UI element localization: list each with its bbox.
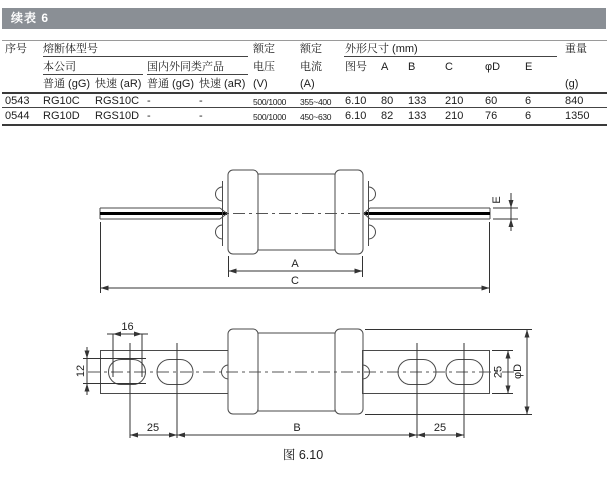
- dim-slot-width: [75, 347, 146, 395]
- col-header-rated-a: 额定: [300, 43, 322, 55]
- dim-label-16: 16: [121, 321, 134, 333]
- col-header-v-unit: (V): [253, 78, 268, 90]
- cell-gg1: RG10C: [43, 95, 80, 107]
- dim-A: [229, 256, 363, 277]
- section-title: 续表 6: [11, 11, 50, 25]
- cell-ar2: -: [199, 110, 203, 122]
- fuse-cap-right: [335, 170, 363, 254]
- cell-a: 82: [381, 110, 394, 122]
- cell-gg1: RG10D: [43, 110, 80, 122]
- col-header-ar1: 快速 (aR): [95, 78, 142, 90]
- cell-fig: 6.10: [345, 95, 367, 107]
- cell-current: 450~630: [300, 112, 332, 122]
- cell-b: 133: [408, 110, 427, 122]
- figure-caption: 图 6.10: [282, 448, 324, 462]
- col-header-a: A: [381, 61, 389, 73]
- cell-a: 80: [381, 95, 394, 107]
- dim-label-25-left: 25: [146, 422, 160, 434]
- dim-slot-length: [107, 321, 148, 377]
- dim-label-b: B: [293, 422, 301, 434]
- col-header-dims: 外形尺寸 (mm): [345, 43, 418, 55]
- cell-current: 355~400: [300, 97, 332, 107]
- cell-c: 210: [445, 110, 464, 122]
- col-header-e: E: [525, 61, 533, 73]
- cell-serial: 0543: [5, 95, 30, 107]
- col-header-fig-no: 图号: [345, 61, 367, 73]
- cell-ar2: -: [199, 95, 203, 107]
- col-header-similar: 国内外同类产品: [147, 61, 224, 73]
- col-header-company: 本公司: [43, 61, 76, 73]
- cell-e: 6: [525, 110, 532, 122]
- dim-E: [491, 193, 518, 231]
- cell-d: 76: [485, 110, 498, 122]
- cell-c: 210: [445, 95, 464, 107]
- dim-label-25-right: 25: [433, 422, 447, 434]
- cell-gg2: -: [147, 110, 151, 122]
- col-header-a-unit: (A): [300, 78, 315, 90]
- col-header-serial: 序号: [5, 43, 27, 55]
- cell-d: 60: [485, 95, 498, 107]
- col-header-b: B: [408, 61, 416, 73]
- col-header-gg1: 普通 (gG): [43, 78, 91, 90]
- col-header-phid: φD: [485, 61, 501, 73]
- col-header-weight: 重量: [565, 43, 587, 55]
- col-header-ar2: 快速 (aR): [199, 78, 246, 90]
- cell-weight: 840: [565, 95, 584, 107]
- fuse-tube: [258, 174, 335, 250]
- cell-voltage: 500/1000: [253, 112, 287, 122]
- cell-gg2: -: [147, 95, 151, 107]
- dim-label-e: E: [491, 196, 503, 204]
- fuse-cap-left: [228, 170, 258, 254]
- fuse-top-view: [75, 321, 532, 438]
- cell-serial: 0544: [5, 110, 30, 122]
- fuse-side-view: [100, 170, 518, 293]
- cell-ar1: RGS10C: [95, 95, 140, 107]
- cell-ar1: RGS10D: [95, 110, 140, 122]
- cell-b: 133: [408, 95, 427, 107]
- dim-label-a: A: [291, 258, 299, 270]
- dim-bottom-row: [130, 422, 464, 438]
- cell-fig: 6.10: [345, 110, 367, 122]
- col-header-g-unit: (g): [565, 78, 579, 90]
- dim-label-c: C: [291, 275, 299, 287]
- cell-e: 6: [525, 95, 532, 107]
- col-header-rated-v: 额定: [253, 43, 275, 55]
- col-header-gg2: 普通 (gG): [147, 78, 195, 90]
- col-header-voltage: 电压: [253, 61, 275, 73]
- col-header-model: 熔断体型号: [43, 43, 98, 55]
- col-header-c: C: [445, 61, 453, 73]
- dim-label-25-width: 25: [492, 365, 505, 379]
- dim-label-phid: φD: [512, 363, 524, 380]
- dim-label-12: 12: [75, 364, 87, 378]
- cell-voltage: 500/1000: [253, 97, 287, 107]
- col-header-current: 电流: [300, 61, 322, 73]
- cell-weight: 1350: [565, 110, 590, 122]
